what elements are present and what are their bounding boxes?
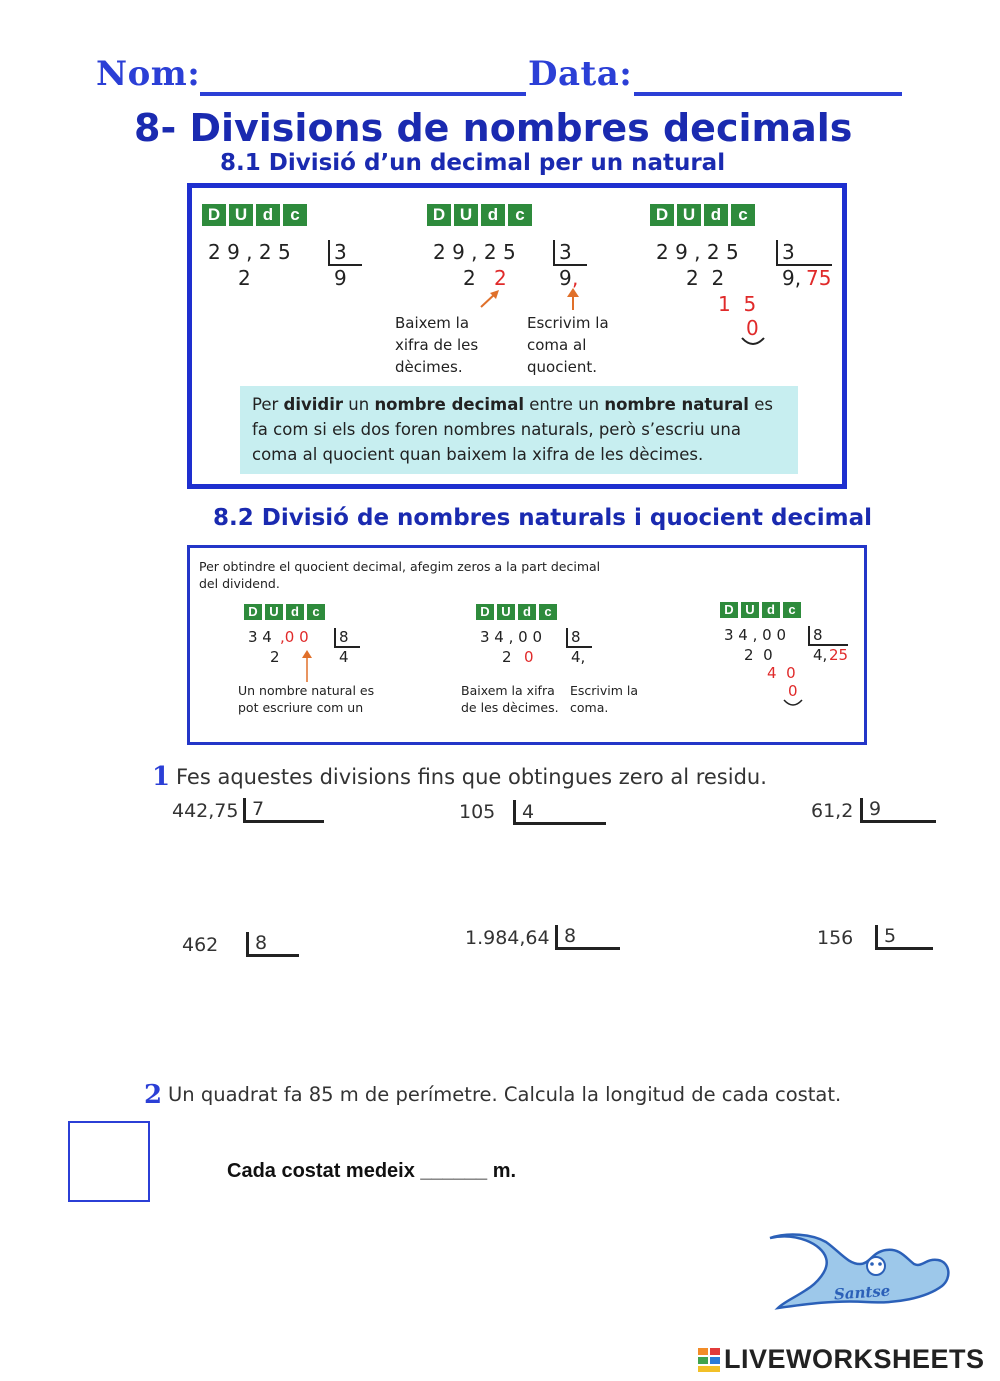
divisor: 5 [884, 925, 897, 947]
note-bring-down: Baixem la xifra de les dècimes. [461, 683, 559, 715]
smile-arc-icon [740, 336, 766, 348]
name-label: Nom: [96, 54, 201, 94]
dividend: 2 9 , 2 5 [433, 240, 516, 264]
partial-remainder: 1 5 [718, 292, 757, 316]
divisor: 4 [522, 801, 535, 823]
place-d-tens: D [244, 604, 262, 620]
final-remainder: 0 [788, 682, 798, 700]
place-u-units: U [741, 602, 759, 618]
page-title: 8- Divisions de nombres decimals [134, 106, 853, 150]
brand-name: LIVEWORKSHEETS [724, 1344, 985, 1374]
answer-area[interactable] [172, 962, 372, 1062]
place-c-hundredths: c [307, 604, 325, 620]
answer-area[interactable] [800, 962, 980, 1062]
divisor: 9 [869, 798, 882, 820]
partial-remainder: 4 0 [767, 664, 796, 682]
place-c-hundredths: c [731, 204, 755, 226]
square-drawing [68, 1121, 150, 1202]
place-d-tenths: d [518, 604, 536, 620]
place-d-tenths: d [256, 204, 280, 226]
date-label: Data: [528, 54, 633, 94]
remainder-brought-down: 2 [494, 266, 507, 290]
divisor: 3 [782, 240, 795, 264]
section1-title: 8.1 Divisió d’un decimal per un natural [220, 150, 726, 176]
divisor: 8 [339, 628, 349, 646]
arrow-up-icon [566, 288, 580, 312]
place-d-tens: D [427, 204, 451, 226]
exercise2-instruction: Un quadrat fa 85 m de perímetre. Calcula la longitud de cada costat. [168, 1083, 842, 1106]
place-u-units: U [454, 204, 478, 226]
dividend: 61,2 [811, 800, 854, 822]
quotient: 4, [571, 648, 586, 666]
place-c-hundredths: c [508, 204, 532, 226]
remainder: 2 [463, 266, 476, 290]
place-d-tenths: d [286, 604, 304, 620]
section2-title: 8.2 Divisió de nombres naturals i quocient decimal [213, 505, 872, 531]
arrow-up-right-icon [478, 288, 502, 310]
place-value-header [476, 604, 557, 620]
dividend: 3 4 , 0 0 [724, 626, 787, 644]
place-d-tenths: d [762, 602, 780, 618]
division-exercise [465, 927, 550, 949]
quotient: 9 [334, 266, 347, 290]
division-bracket [246, 932, 299, 957]
place-u-units: U [497, 604, 515, 620]
section2-intro: Per obtindre el quocient decimal, afegim zeros a la part decimal del dividend. [199, 559, 601, 591]
exercise1-instruction: Fes aquestes divisions fins que obtingues zero al residu. [176, 765, 767, 789]
answer-sentence: Cada costat medeix ______ m. [227, 1160, 517, 1182]
division-exercise [817, 927, 853, 949]
place-d-tens: D [650, 204, 674, 226]
quotient-comma: , [572, 266, 579, 290]
dividend: 3 4 , 0 0 [480, 628, 543, 646]
quotient-decimals: 75 [806, 266, 832, 290]
divisor: 8 [255, 932, 268, 954]
remainder: 2 [238, 266, 251, 290]
divisor: 3 [334, 240, 347, 264]
quotient: 9 [559, 266, 572, 290]
quotient-decimals: 25 [829, 646, 849, 664]
dividend-zeros: ,0 0 [280, 628, 309, 646]
place-d-tenths: d [704, 204, 728, 226]
place-d-tenths: d [481, 204, 505, 226]
exercise2-number: 2 [144, 1080, 163, 1110]
section1-panel [187, 183, 847, 489]
santse-logo [766, 1228, 952, 1318]
rule-note: Per dividir un nombre decimal entre un nombre natural es fa com si els dos foren nombres naturals, però s’escriu una coma al quocient quan baixem la xifra de les dècimes. [240, 386, 798, 474]
divisor: 7 [252, 798, 265, 820]
dividend: 105 [459, 801, 496, 823]
place-c-hundredths: c [283, 204, 307, 226]
dividend: 2 9 , 2 5 [208, 240, 291, 264]
remainder: 2 [502, 648, 512, 666]
divisor: 8 [813, 626, 823, 644]
note-write-comma: Escrivim la coma. [570, 683, 639, 715]
date-field-line[interactable] [634, 92, 902, 96]
liveworksheets-logo-icon [698, 1348, 720, 1372]
answer-input[interactable]: ______ [420, 1160, 488, 1182]
dividend: 156 [817, 927, 854, 949]
place-d-tens: D [202, 204, 226, 226]
note-bring-down: Baixem la xifra de les dècimes. [395, 314, 479, 376]
dividend: 1.984,64 [465, 927, 550, 949]
arrow-up-icon [301, 650, 313, 684]
division-exercise [182, 934, 218, 956]
remainder-brought-down: 0 [524, 648, 534, 666]
logo-text: Santse [833, 1281, 891, 1304]
place-u-units: U [229, 204, 253, 226]
divisor: 8 [571, 628, 581, 646]
final-remainder: 0 [746, 316, 759, 340]
place-value-header [202, 204, 307, 226]
remainder: 2 2 [686, 266, 725, 290]
place-value-header [244, 604, 325, 620]
dividend: 442,75 [172, 800, 239, 822]
divisor: 8 [564, 925, 577, 947]
division-exercise [172, 800, 238, 822]
section2-panel [187, 545, 867, 745]
place-value-header [650, 204, 755, 226]
place-value-header [427, 204, 532, 226]
division-exercise [811, 800, 853, 822]
place-c-hundredths: c [539, 604, 557, 620]
quotient: 9, [782, 266, 802, 290]
place-u-units: U [677, 204, 701, 226]
quotient: 4, [813, 646, 828, 664]
dividend: 462 [182, 934, 219, 956]
place-d-tens: D [476, 604, 494, 620]
answer-area[interactable] [459, 962, 659, 1062]
place-u-units: U [265, 604, 283, 620]
name-field-line[interactable] [200, 92, 526, 96]
smile-arc-icon [782, 698, 804, 708]
exercise1-number: 1 [152, 762, 171, 792]
dividend-integer: 3 4 [248, 628, 272, 646]
quotient: 4 [339, 648, 349, 666]
divisor: 3 [559, 240, 572, 264]
place-c-hundredths: c [783, 602, 801, 618]
dividend: 2 9 , 2 5 [656, 240, 739, 264]
remainder: 2 [270, 648, 280, 666]
place-d-tens: D [720, 602, 738, 618]
division-exercise [459, 801, 495, 823]
note-natural-number: Un nombre natural es pot escriure com un [238, 683, 375, 715]
note-write-comma: Escrivim la coma al quocient. [527, 314, 609, 376]
remainder: 2 0 [744, 646, 773, 664]
answer-area[interactable] [800, 828, 980, 918]
answer-area[interactable] [459, 828, 659, 918]
place-value-header [720, 602, 801, 618]
answer-area[interactable] [172, 828, 372, 918]
